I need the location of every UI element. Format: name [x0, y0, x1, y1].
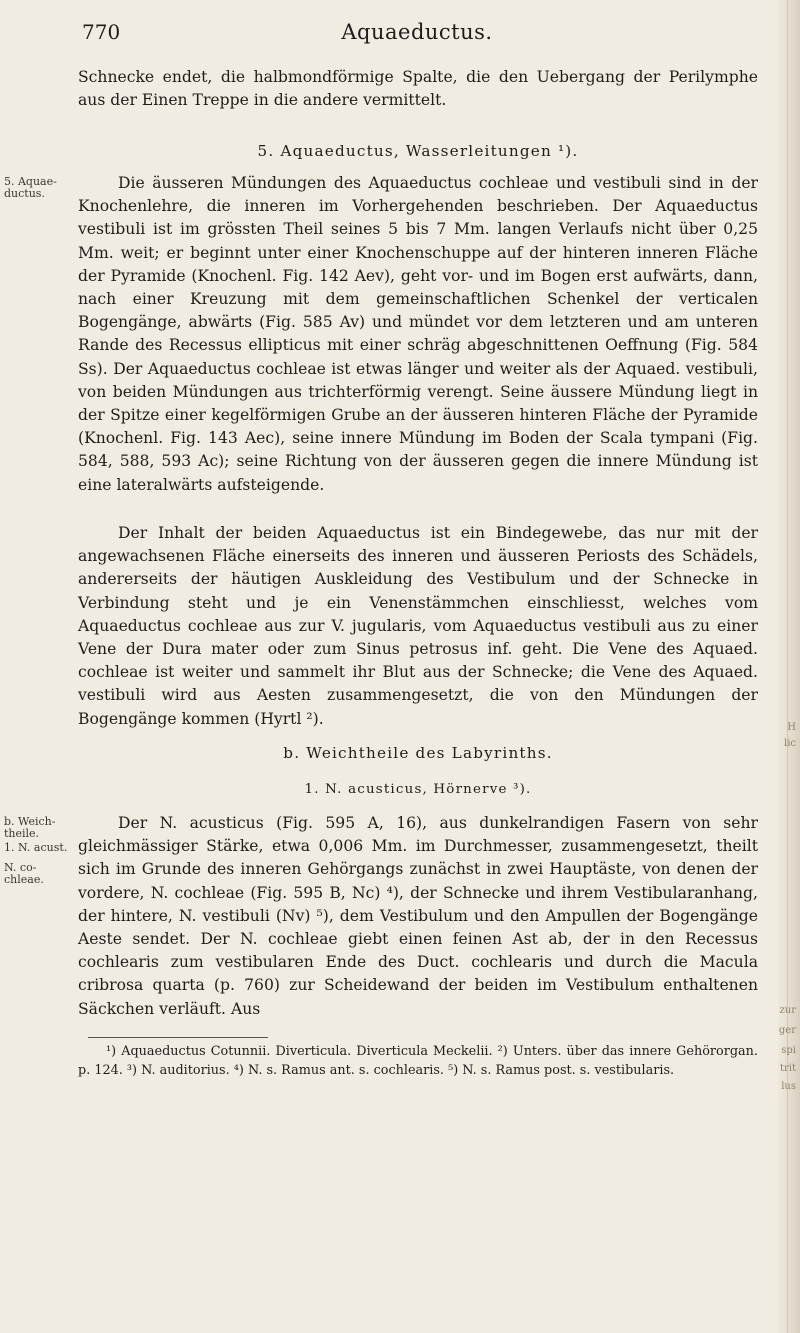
margin-note-b: b. Weich-theile. — [4, 815, 56, 840]
footnote-rule — [88, 1037, 268, 1038]
paragraph-b: Der N. acusticus (Fig. 595 A, 16), aus dunkelrandigen Fasern von sehr gleichmässiger Stärke, etwa 0,006 Mm. im Durchmesser, zusammengesetzt, theilt sich im Grunde des inneren Gehörgangs zunächst in zwei Hauptäste, von denen der vordere, N. cochleae (Fig. 595 B, Nc) ⁴), der Schnecke und ihrem Vestibularanhang, der hintere, N. vestibuli (Nv) ⁵), dem Vestibulum und den Ampullen der Bogengänge Aeste sendet. Der N. cochleae giebt einen feinen Ast ab, der in den Recessus cochlearis zum vestibularen Ende des Duct. cochlearis und durch die Macula cribrosa quarta (p. 760) zur Scheidewand der beiden im Vestibulum enthaltenen Säckchen verläuft. Aus — [78, 814, 758, 1018]
footnotes: ¹) Aquaeductus Cotunnii. Diverticula. Diverticula Meckelii. ²) Unters. über das innere Gehörorgan. p. 124. ³) N. auditorius. ⁴) N. s. Ramus ant. s. cochlearis. ⁵) N. s. Ramus post. s. vestibularis. — [78, 1044, 758, 1078]
margin-note-nco: N. co-chleae. — [4, 861, 44, 886]
page-edge-line — [787, 0, 788, 1333]
bleed-mark: lus — [781, 1081, 796, 1092]
margin-note-1: 1. N. acust. — [4, 841, 68, 854]
page-number: 770 — [82, 20, 121, 44]
running-title: Aquaeductus. — [341, 20, 493, 44]
section-b-heading: b. Weichtheile des Labyrinths. — [283, 744, 553, 762]
section-1-heading: 1. N. acusticus, Hörnerve ³). — [304, 782, 532, 797]
page-edge-shadow — [778, 0, 800, 1333]
paragraph-5a: Die äusseren Mündungen des Aquaeductus cochleae und vestibuli sind in der Knochenlehre, die inneren im Vorhergehenden beschrieben. Der Aquaeductus vestibuli ist im grössten Theil seines 5 bis 7 Mm. langen Verlaufs nicht über 0,25 Mm. weit; er beginnt unter einer Knochenschuppe auf der hinteren inneren Fläche der Pyramide (Knochenl. Fig. 142 Aev), geht vor- und im Bogen erst aufwärts, dann, nach einer Kreuzung mit dem gemeinschaftlichen Schenkel der verticalen Bogengänge, abwärts (Fig. 585 Av) und mündet vor dem letzteren und am unteren Rande des Recessus ellipticus mit einer schräg abgeschnittenen Oeffnung (Fig. 584 Ss). Der Aquaeductus cochleae ist etwas länger und weiter als der Aquaed. vestibuli, von beiden Mündungen aus trichterförmig verengt. Seine äussere Mündung liegt in der Spitze einer kegelförmigen Grube an der äusseren hinteren Fläche der Pyramide (Knochenl. Fig. 143 Aec), seine innere Mündung im Boden der Scala tympani (Fig. 584, 588, 593 Ac); seine Richtung von der äusseren gegen die innere Mündung ist eine lateralwärts aufsteigende. — [78, 174, 758, 494]
bleed-mark: lic — [784, 738, 796, 749]
bleed-mark: ger — [778, 1025, 796, 1036]
section-5-heading: 5. Aquaeductus, Wasserleitungen ¹). — [257, 142, 579, 160]
running-header — [78, 20, 756, 50]
paragraph-5b: Der Inhalt der beiden Aquaeductus ist ein Bindegewebe, das nur mit der angewachsenen Fläche einerseits des inneren und äusseren Periosts des Schädels, andererseits der häutigen Auskleidung des Vestibulum und der Schnecke in Verbindung steht und je ein Venenstämmchen einschliesst, welches vom Aquaeductus cochleae aus zur V. jugularis, vom Aquaeductus vestibuli aus zu einer Vene der Dura mater oder zum Sinus petrosus inf. geht. Die Vene des Aquaed. cochleae ist weiter und sammelt ihr Blut aus der Schnecke; die Vene des Aquaed. vestibuli wird aus Aesten zusammengesetzt, die von den Mündungen der Bogengänge kommen (Hyrtl ²). — [78, 524, 758, 728]
bleed-mark: spi — [781, 1045, 796, 1056]
bleed-mark: trit — [779, 1063, 796, 1074]
paragraph-intro: Schnecke endet, die halbmondförmige Spalte, die den Uebergang der Perilymphe aus der Einen Treppe in die andere vermittelt. — [78, 68, 758, 110]
bleed-mark: H — [787, 722, 796, 733]
margin-note-5: 5. Aquae-ductus. — [4, 175, 57, 200]
bleed-mark: zur — [779, 1005, 796, 1016]
